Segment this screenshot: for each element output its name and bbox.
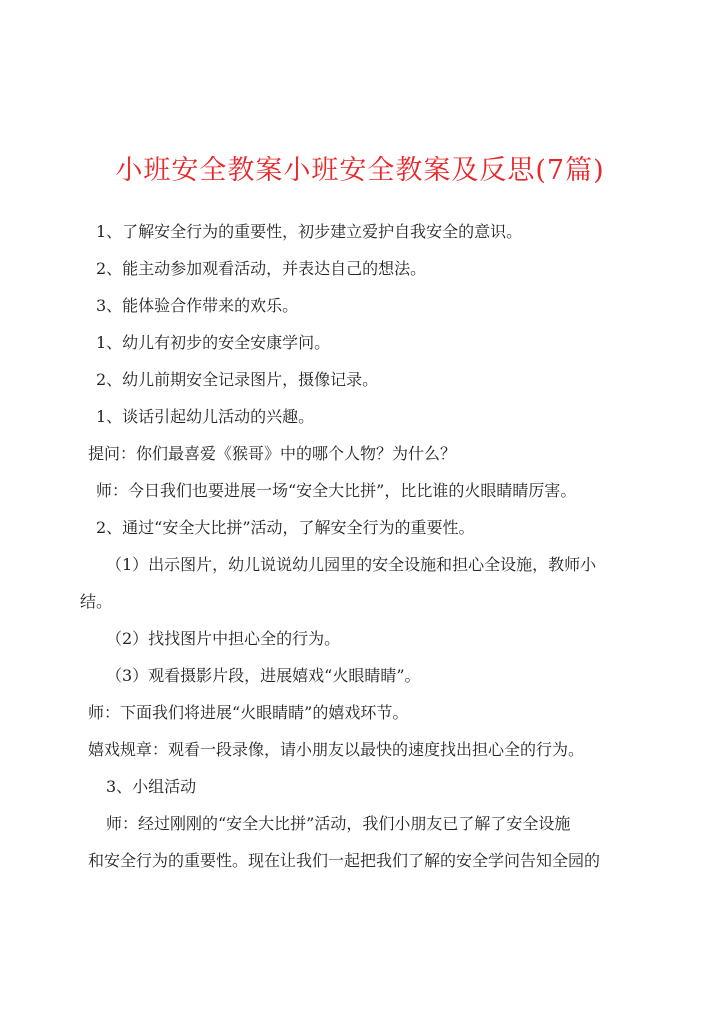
paragraph-line: 师：下面我们将进展“火眼睛睛”的嬉戏环节。: [88, 703, 409, 722]
paragraph-line: 师：今日我们也要进展一场“安全大比拼”，比比谁的火眼睛睛厉害。: [96, 481, 577, 500]
paragraph-line: （1）出示图片，幼儿说说幼儿园里的安全设施和担心全设施，教师小: [106, 555, 597, 574]
paragraph-line: （2）找找图片中担心全的行为。: [106, 629, 341, 648]
paragraph-line: 师：经过刚刚的“安全大比拼”活动，我们小朋友已了解了安全设施: [106, 814, 571, 833]
document-title: 小班安全教案小班安全教案及反思(7篇): [115, 155, 605, 186]
paragraph-line-continuation: 结。: [80, 592, 113, 611]
paragraph-line: 2、幼儿前期安全记录图片，摄像记录。: [96, 370, 379, 389]
paragraph-line: 嬉戏规章：观看一段录像，请小朋友以最快的速度找出担心全的行为。: [88, 740, 585, 759]
paragraph-line: 提问：你们最喜爱《猴哥》中的哪个人物？为什么？: [88, 444, 457, 463]
paragraph-line-continuation: 和安全行为的重要性。现在让我们一起把我们了解的安全学问告知全园的: [88, 851, 601, 870]
document-body: [80, 222, 636, 888]
paragraph-line: 2、能主动参加观看活动，并表达自己的想法。: [96, 259, 427, 278]
paragraph-line: （3）观看摄影片段，进展嬉戏“火眼睛睛”。: [106, 666, 421, 685]
paragraph-line: 1、幼儿有初步的安全安康学问。: [96, 333, 331, 352]
paragraph-line: 1、谈话引起幼儿活动的兴趣。: [96, 407, 315, 426]
paragraph-line: 2、通过“安全大比拼”活动，了解安全行为的重要性。: [96, 518, 475, 537]
paragraph-line: 3、能体验合作带来的欢乐。: [96, 296, 299, 315]
paragraph-line: 3、小组活动: [106, 777, 197, 796]
paragraph-line: 1、了解安全行为的重要性，初步建立爱护自我安全的意识。: [96, 222, 523, 241]
